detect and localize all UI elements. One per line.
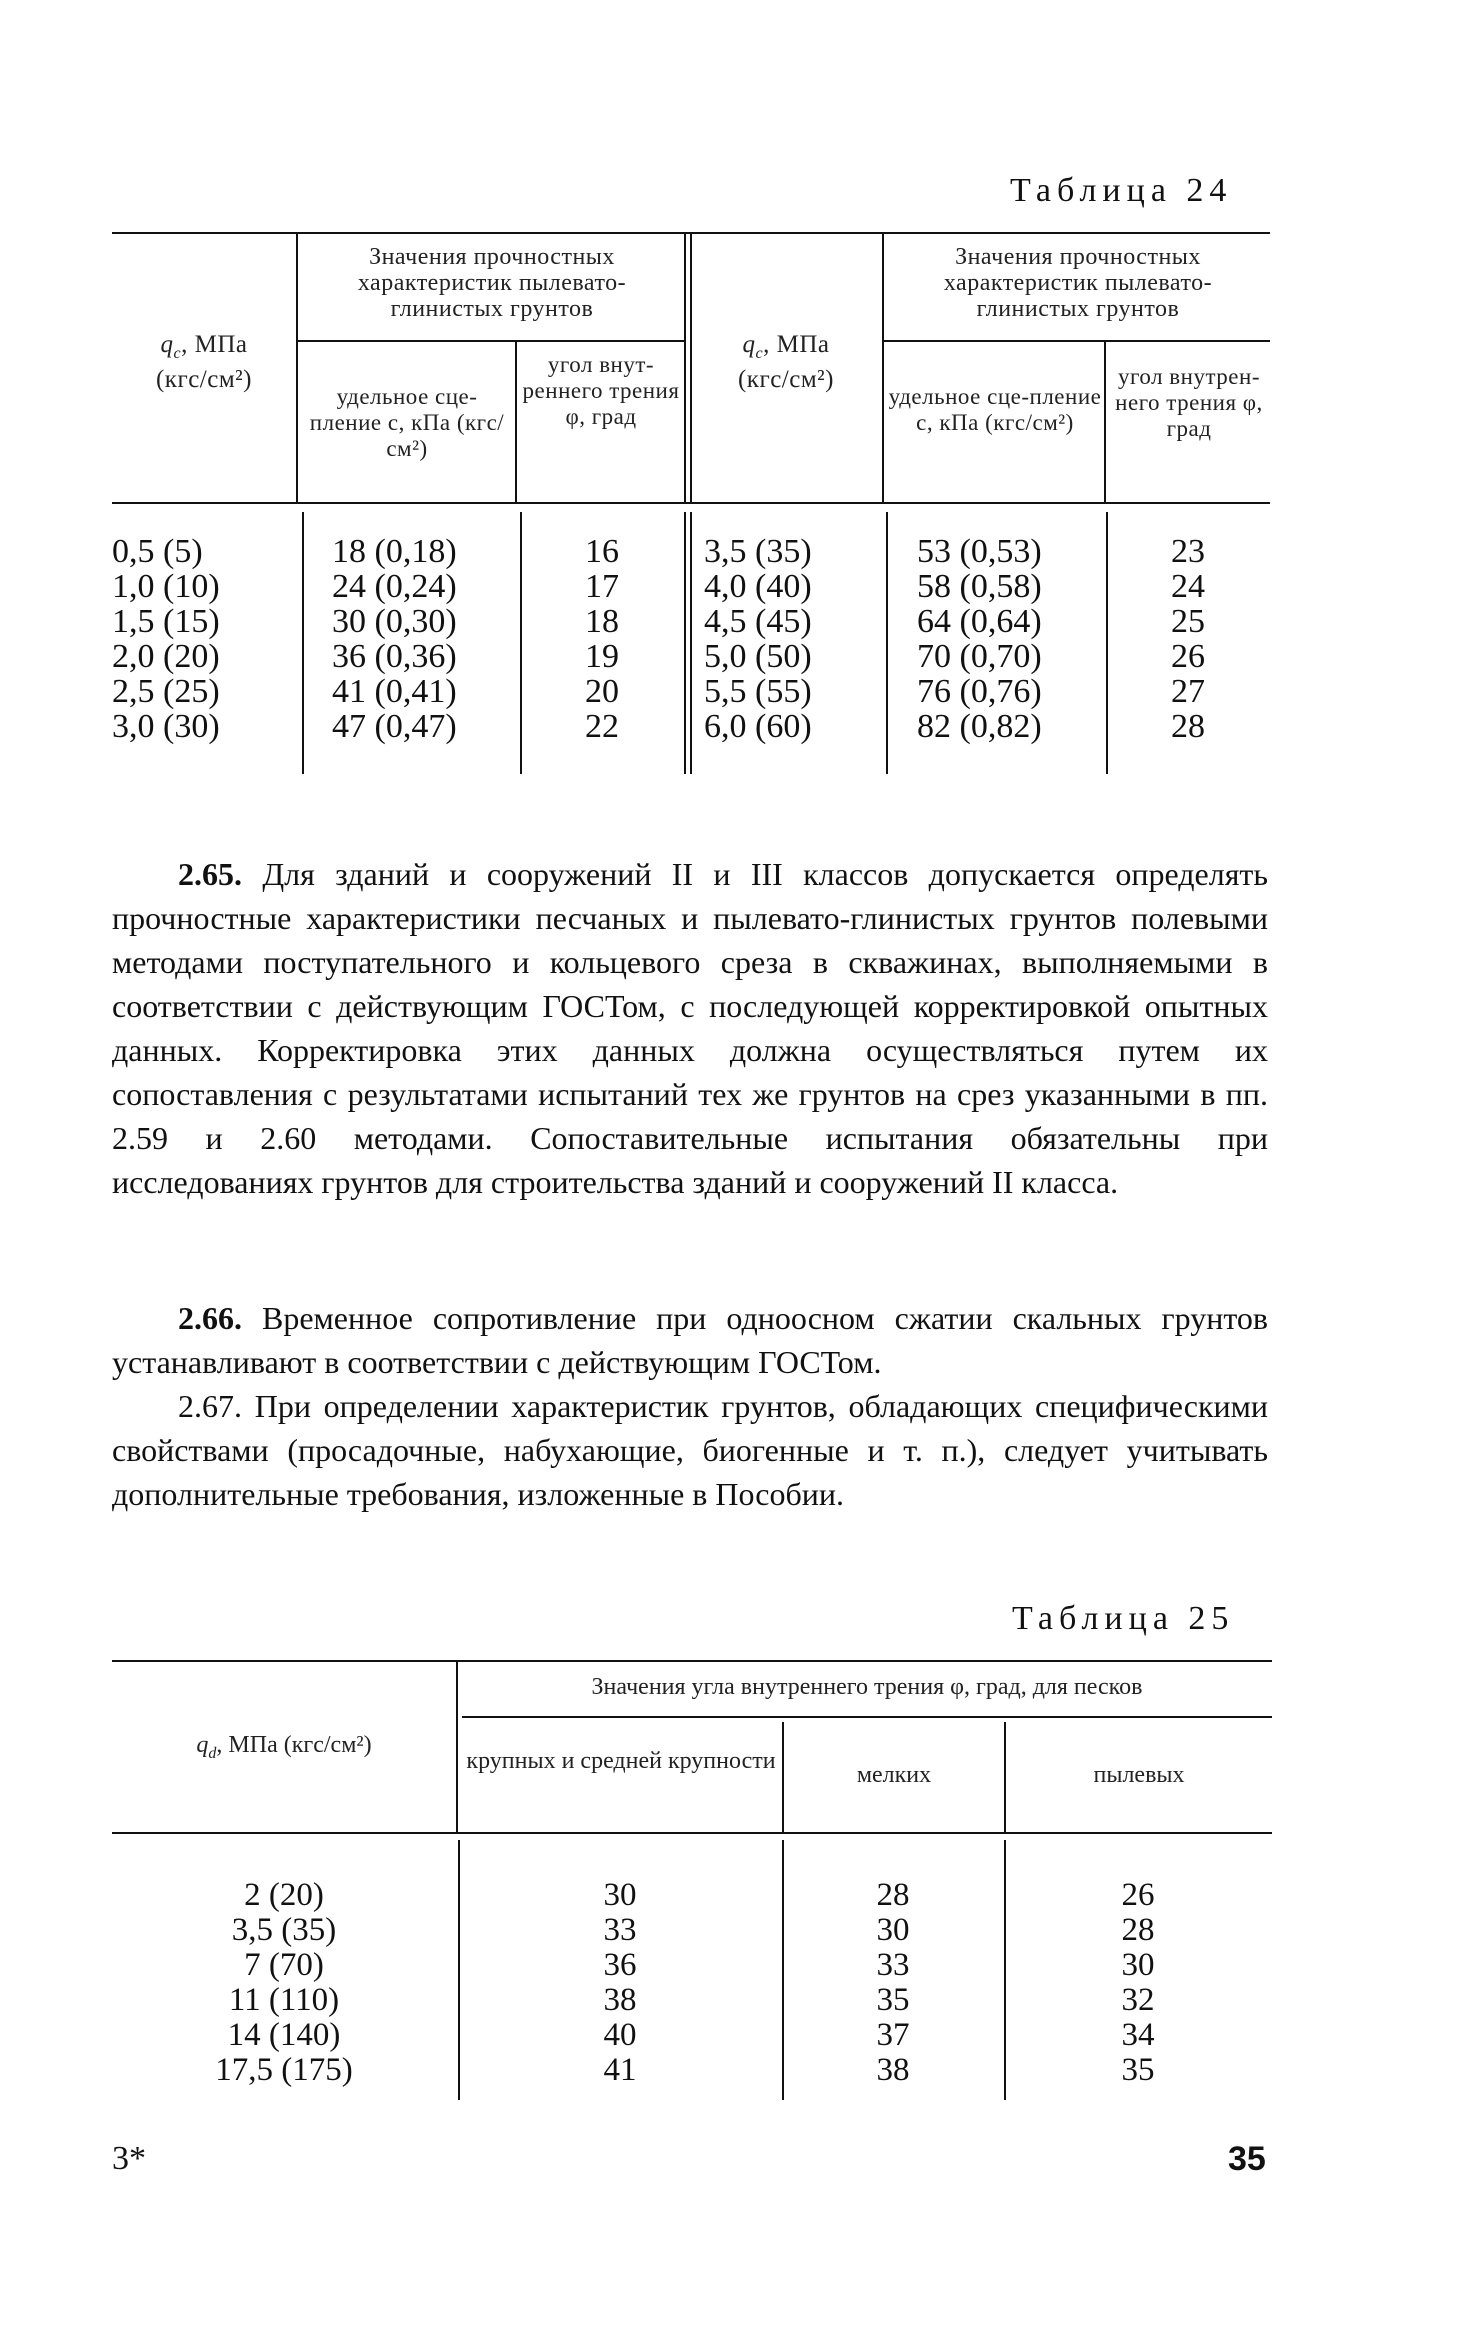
table-cell-cohesion: 47 (0,47) [332, 708, 457, 745]
page-number: 35 [1228, 2140, 1266, 2178]
table-cell-angle: 25 [1171, 603, 1205, 640]
table-cell-qc: 5,0 (50) [704, 638, 812, 675]
column-silty [1004, 1878, 1272, 2088]
table-cell-qc: 5,5 (55) [704, 673, 812, 710]
paragraph-text: Временное сопротивление при одноосном сжатии скальных грунтов устанавливают в соответствии с действующим ГОСТом. [112, 1300, 1269, 1380]
paragraph-number: 2.65. [178, 856, 242, 892]
table-cell-angle: 27 [1171, 673, 1205, 710]
header-qc-unit: , МПа [763, 331, 830, 358]
table-cell-qc: 1,5 (15) [112, 603, 220, 640]
column-cohesion-right [917, 534, 1105, 744]
table-cell-silty: 35 [1121, 2052, 1155, 2088]
col-divider [690, 512, 692, 774]
table-cell-angle: 19 [585, 638, 619, 675]
header-qd-unit: , МПа (кгс/см²) [216, 1732, 372, 1758]
column-fine [782, 1878, 1004, 2088]
header-coarse: крупных и средней крупности [466, 1748, 776, 1774]
table-cell-qc: 1,0 (10) [112, 568, 220, 605]
header-qc-subscript: c [173, 345, 182, 362]
table-cell-cohesion: 82 (0,82) [917, 708, 1042, 745]
table-cell-cohesion: 53 (0,53) [917, 533, 1042, 570]
table-top-rule [112, 1660, 1272, 1662]
header-qc-unit: , МПа [181, 331, 248, 358]
header-qc-left [112, 332, 296, 393]
table-cell-angle: 16 [585, 533, 619, 570]
table-cell-qd: 14 (140) [227, 2017, 341, 2053]
table-cell-qc: 2,0 (20) [112, 638, 220, 675]
header-qc-symbol: q [742, 331, 756, 358]
column-cohesion-left [332, 534, 517, 744]
table-cell-silty: 26 [1121, 1877, 1155, 1913]
table-header-rule [112, 502, 1270, 504]
column-angle-left [520, 534, 684, 744]
table-cell-silty: 30 [1121, 1947, 1155, 1983]
header-fine: мелких [856, 1762, 932, 1788]
header-cohesion-left: удельное сце-пление c, кПа (кгс/см²) [309, 384, 505, 461]
table-cell-fine: 28 [876, 1877, 910, 1913]
header-cohesion-right: удельное сце-пление c, кПа (кгс/см²) [888, 384, 1102, 435]
header-qc-right [690, 332, 882, 393]
header-qc-unit2: (кгс/см²) [155, 366, 252, 393]
table-cell-cohesion: 36 (0,36) [332, 638, 457, 675]
table-cell-coarse: 40 [603, 2017, 637, 2053]
table-cell-coarse: 30 [603, 1877, 637, 1913]
table-cell-angle: 17 [585, 568, 619, 605]
table-cell-cohesion: 41 (0,41) [332, 673, 457, 710]
col-divider [515, 340, 517, 502]
subheader-rule [296, 340, 684, 342]
table-cell-coarse: 38 [603, 1982, 637, 2018]
col-divider [886, 512, 888, 774]
table-cell-cohesion: 70 (0,70) [917, 638, 1042, 675]
header-angle-right: угол внутрен-него трения φ, град [1115, 364, 1263, 441]
table-cell-qd: 7 (70) [244, 1947, 324, 1983]
header-qc-symbol: q [160, 331, 174, 358]
col-divider [882, 232, 884, 502]
table-cell-angle: 28 [1171, 708, 1205, 745]
col-divider [684, 512, 686, 774]
table-cell-fine: 37 [876, 2017, 910, 2053]
table-24-caption: Таблица 24 [1010, 172, 1233, 209]
col-divider [296, 232, 298, 502]
table-cell-angle: 18 [585, 603, 619, 640]
table-cell-fine: 35 [876, 1982, 910, 2018]
table-cell-angle: 22 [585, 708, 619, 745]
header-qd [112, 1732, 456, 1767]
table-cell-coarse: 33 [603, 1912, 637, 1948]
paragraph-2-65 [112, 852, 1268, 1204]
table-cell-cohesion: 24 (0,24) [332, 568, 457, 605]
table-cell-qd: 2 (20) [244, 1877, 324, 1913]
table-cell-fine: 33 [876, 1947, 910, 1983]
table-cell-qc: 3,5 (35) [704, 533, 812, 570]
table-cell-silty: 32 [1121, 1982, 1155, 2018]
table-cell-coarse: 41 [603, 2052, 637, 2088]
subheader-rule [462, 1716, 1272, 1718]
col-divider [1104, 340, 1106, 502]
header-silty: пылевых [1093, 1762, 1185, 1788]
paragraph-number: 2.67. [178, 1388, 242, 1424]
table-25 [112, 1660, 1272, 2100]
table-header-rule [112, 1832, 1272, 1834]
table-cell-qd: 11 (110) [228, 1982, 340, 2018]
table-cell-silty: 28 [1121, 1912, 1155, 1948]
column-angle-right [1106, 534, 1270, 744]
col-divider [456, 1660, 458, 1832]
column-qd [112, 1878, 456, 2088]
table-cell-qc: 6,0 (60) [704, 708, 812, 745]
column-qc-left [112, 534, 296, 744]
subheader-rule [882, 340, 1270, 342]
table-24 [112, 232, 1270, 777]
table-cell-cohesion: 58 (0,58) [917, 568, 1042, 605]
table-cell-qc: 4,0 (40) [704, 568, 812, 605]
column-coarse [458, 1878, 782, 2088]
header-group-left: Значения прочностных характеристик пылевато-глинистых грунтов [357, 244, 627, 322]
header-qc-subscript: c [755, 345, 764, 362]
table-cell-fine: 30 [876, 1912, 910, 1948]
table-cell-cohesion: 76 (0,76) [917, 673, 1042, 710]
col-divider [684, 232, 686, 502]
table-25-caption: Таблица 25 [1012, 1600, 1235, 1637]
paragraph-number: 2.66. [178, 1300, 242, 1336]
table-cell-qd: 17,5 (175) [215, 2052, 353, 2088]
table-cell-cohesion: 18 (0,18) [332, 533, 457, 570]
table-cell-angle: 24 [1171, 568, 1205, 605]
paragraph-2-66 [112, 1296, 1268, 1384]
table-cell-cohesion: 64 (0,64) [917, 603, 1042, 640]
table-cell-qc: 2,5 (25) [112, 673, 220, 710]
table-cell-angle: 23 [1171, 533, 1205, 570]
header-qd-subscript: d [208, 1744, 217, 1762]
header-qd-symbol: q [196, 1732, 209, 1758]
paragraph-text: При определении характеристик грунтов, обладающих специфическими свойствами (просадочные, набухающие, биогенные и т. п.), следует учитывать дополнительные требования, изложенные в Пособии. [112, 1388, 1269, 1512]
table-cell-angle: 26 [1171, 638, 1205, 675]
col-divider [302, 512, 304, 774]
paragraph-2-67 [112, 1384, 1268, 1516]
table-cell-qd: 3,5 (35) [231, 1912, 337, 1948]
header-qc-unit2: (кгс/см²) [737, 366, 834, 393]
table-cell-qc: 4,5 (45) [704, 603, 812, 640]
table-cell-fine: 38 [876, 2052, 910, 2088]
header-group-right: Значения прочностных характеристик пылевато-глинистых грунтов [943, 244, 1213, 322]
table-cell-coarse: 36 [603, 1947, 637, 1983]
table-cell-angle: 20 [585, 673, 619, 710]
column-qc-right [704, 534, 884, 744]
table-cell-qc: 3,0 (30) [112, 708, 220, 745]
signature-mark: 3* [112, 2140, 146, 2177]
header-angle-left: угол внут-реннего трения φ, град [522, 352, 680, 429]
table-cell-qc: 0,5 (5) [112, 533, 203, 570]
table-cell-cohesion: 30 (0,30) [332, 603, 457, 640]
table-cell-silty: 34 [1121, 2017, 1155, 2053]
header-group: Значения угла внутреннего трения φ, град, для песков [591, 1674, 1143, 1700]
paragraph-text: Для зданий и сооружений II и III классов допускается определять прочностные характеристики песчаных и пылевато-глинистых грунтов полевыми методами поступательного и кольцевого среза в скважинах, выполняемыми в соответствии с действующим ГОСТом, с последующей корректировкой опытных данных. Корректировка этих данных должна осуществляться путем их сопоставления с результатами испытаний тех же грунтов на срез указанными в пп. 2.59 и 2.60 методами. Сопоставительные испытания обязательны при исследованиях грунтов для строительства зданий и сооружений II класса. [112, 856, 1269, 1200]
